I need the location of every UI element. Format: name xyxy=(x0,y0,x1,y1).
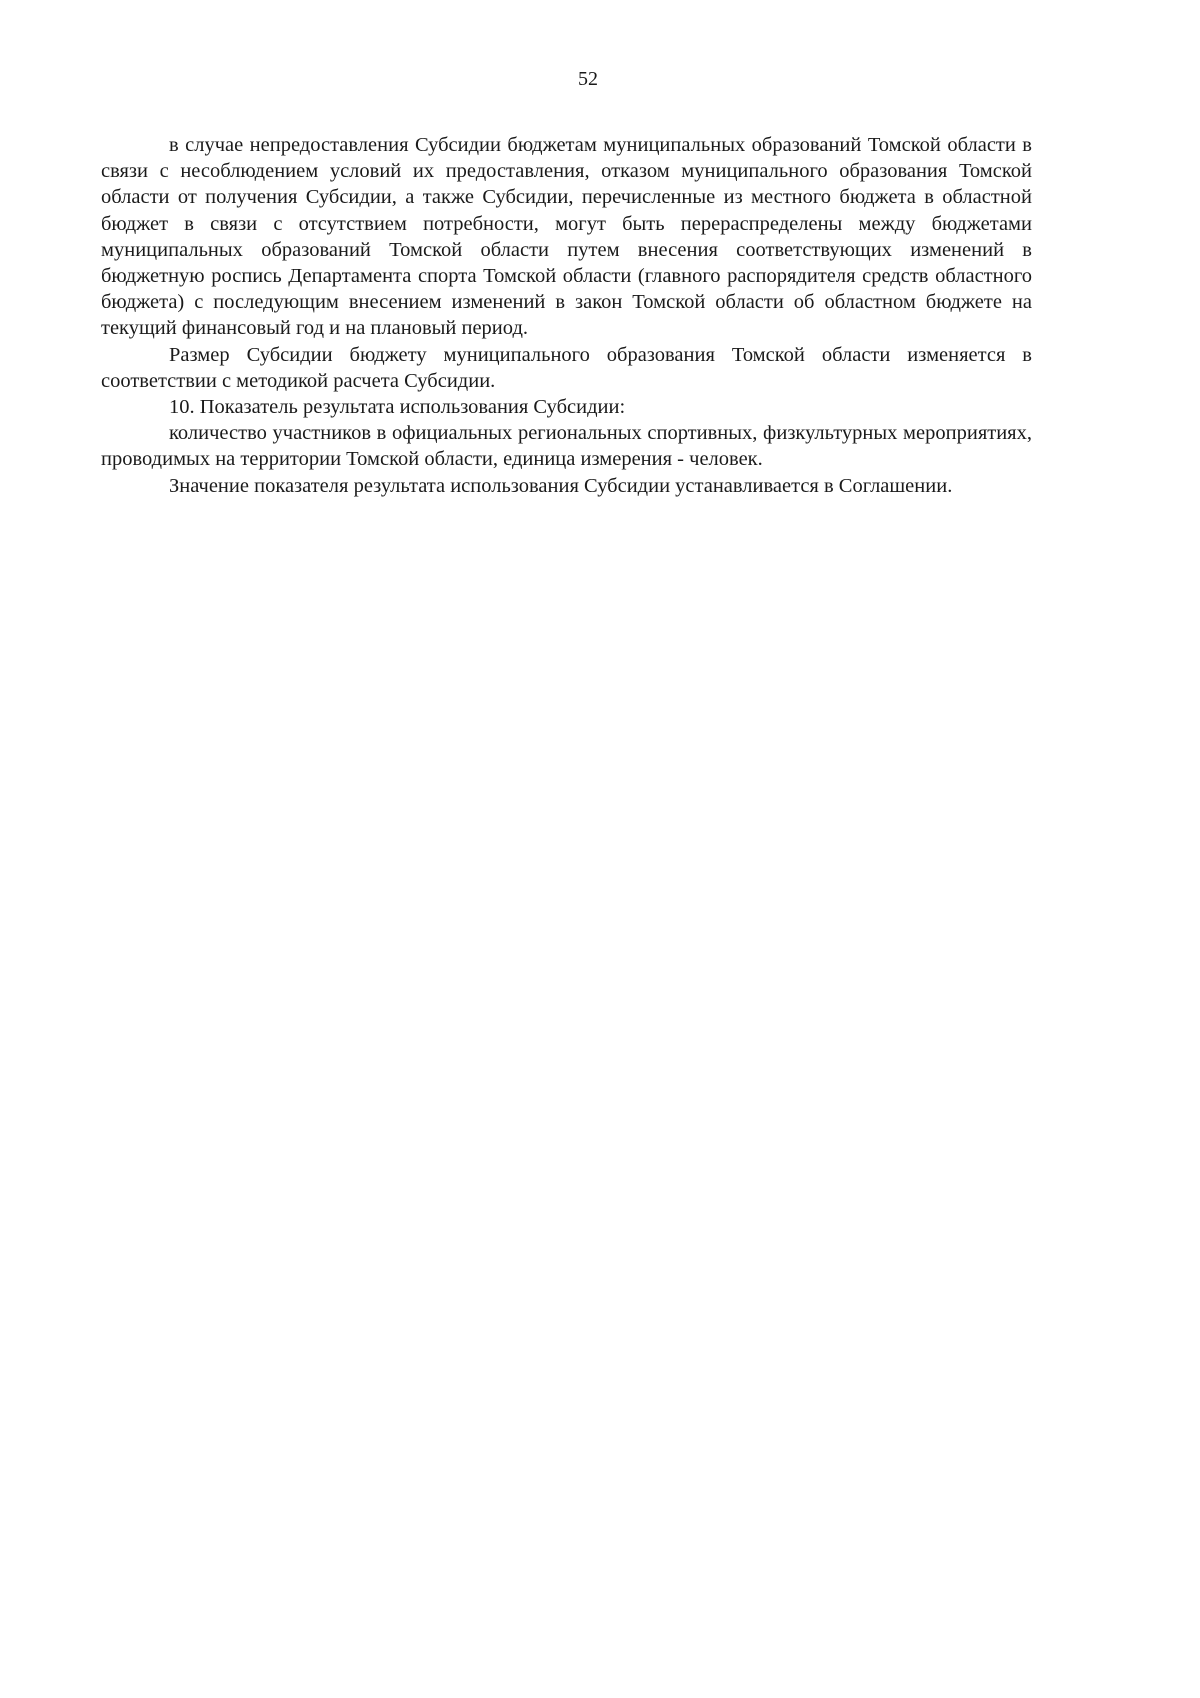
paragraph-redistribution: в случае непредоставления Субсидии бюджетам муниципальных образований Томской области в связи с несоблюдением условий их предоставления, отказом муниципального образования Томской области от получения Субсидии, а также Субсидии, перечисленные из местного бюджета в областной бюджет в связи с отсутствием потребности, могут быть перераспределены между бюджетами муниципальных образований Томской области путем внесения соответствующих изменений в бюджетную роспись Департамента спорта Томской области (главного распорядителя средств областного бюджета) с последующим внесением изменений в закон Томской области об областном бюджете на текущий финансовый год и на плановый период. xyxy=(101,134,1032,340)
document-body xyxy=(101,132,1032,499)
paragraph-indicator-value: Значение показателя результата использования Субсидии устанавливается в Соглашении. xyxy=(169,474,953,497)
page-number: 52 xyxy=(578,68,598,90)
paragraph-indicator-definition: количество участников в официальных региональных спортивных, физкультурных мероприятиях, проводимых на территории Томской области, единица измерения - человек. xyxy=(101,422,1032,471)
paragraph-subsidy-size: Размер Субсидии бюджету муниципального образования Томской области изменяется в соответствии с методикой расчета Субсидии. xyxy=(101,343,1032,392)
paragraph-indicator-heading: 10. Показатель результата использования Субсидии: xyxy=(169,396,626,419)
